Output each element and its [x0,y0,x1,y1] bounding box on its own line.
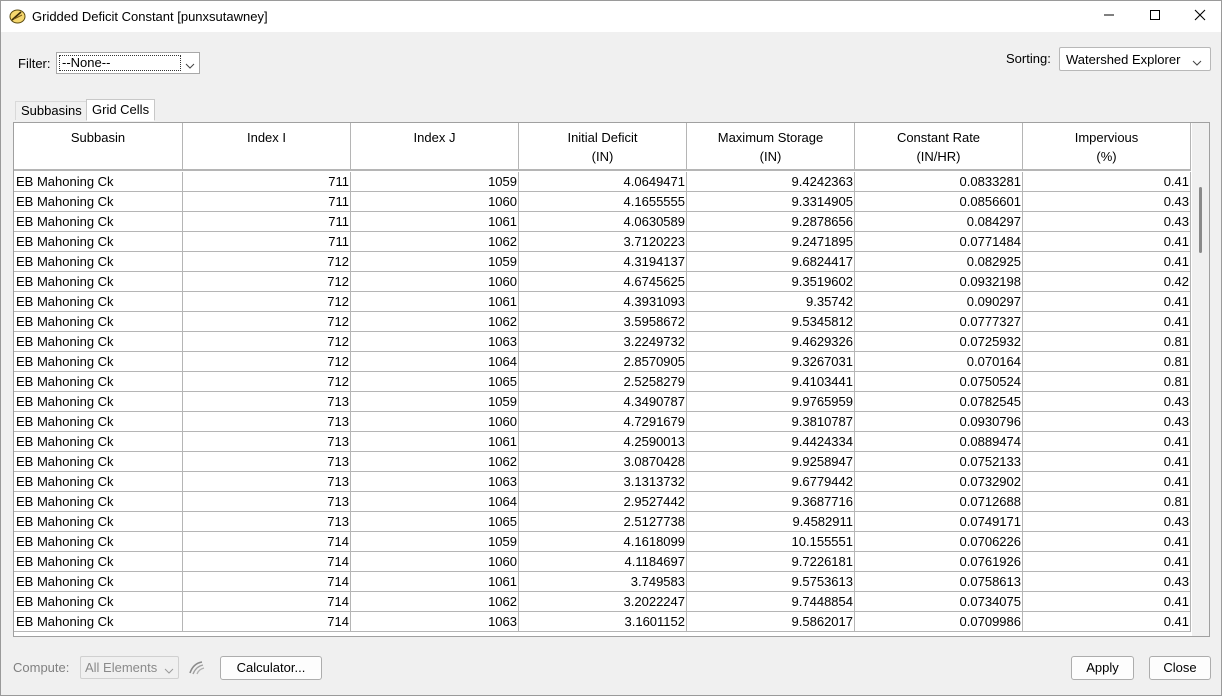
table-row[interactable] [14,612,1191,632]
cell-index-j[interactable]: 1059 [351,172,519,192]
table-row[interactable] [14,252,1191,272]
cell-index-i[interactable]: 714 [183,552,351,572]
cell-constant-rate[interactable]: 0.070164 [855,352,1023,372]
cell-maximum-storage[interactable]: 9.4629326 [687,332,855,352]
cell-index-i[interactable]: 712 [183,252,351,272]
cell-index-i[interactable]: 713 [183,512,351,532]
cell-constant-rate[interactable]: 0.0749171 [855,512,1023,532]
cell-index-j[interactable]: 1060 [351,412,519,432]
cell-initial-deficit[interactable]: 3.1601152 [519,612,687,632]
cell-index-j[interactable]: 1062 [351,592,519,612]
minimize-icon [1103,9,1115,24]
cell-index-j[interactable]: 1059 [351,252,519,272]
cell-impervious[interactable]: 0.41 [1023,472,1191,492]
cell-maximum-storage[interactable]: 9.9258947 [687,452,855,472]
cell-initial-deficit[interactable]: 3.5958672 [519,312,687,332]
cell-index-i[interactable]: 712 [183,372,351,392]
cell-initial-deficit[interactable]: 3.749583 [519,572,687,592]
cell-constant-rate[interactable]: 0.0709986 [855,612,1023,632]
table-row[interactable] [14,312,1191,332]
cell-initial-deficit[interactable]: 3.1313732 [519,472,687,492]
cell-maximum-storage[interactable]: 9.3314905 [687,192,855,212]
cell-constant-rate[interactable]: 0.0758613 [855,572,1023,592]
cell-index-i[interactable]: 713 [183,392,351,412]
cell-impervious[interactable]: 0.41 [1023,232,1191,252]
cell-subbasin[interactable]: EB Mahoning Ck [14,512,183,532]
table-row[interactable] [14,192,1191,212]
cell-constant-rate[interactable]: 0.0782545 [855,392,1023,412]
cell-subbasin[interactable]: EB Mahoning Ck [14,272,183,292]
cell-initial-deficit[interactable]: 2.9527442 [519,492,687,512]
cell-initial-deficit[interactable]: 4.6745625 [519,272,687,292]
cell-maximum-storage[interactable]: 9.4582911 [687,512,855,532]
cell-impervious[interactable]: 0.41 [1023,292,1191,312]
cell-initial-deficit[interactable]: 4.3194137 [519,252,687,272]
cell-constant-rate[interactable]: 0.0750524 [855,372,1023,392]
sorting-label: Sorting: [1006,51,1051,66]
cell-index-i[interactable]: 712 [183,312,351,332]
cell-maximum-storage[interactable]: 9.3519602 [687,272,855,292]
table-row[interactable] [14,532,1191,552]
cell-maximum-storage[interactable]: 9.3810787 [687,412,855,432]
column-header-constant-rate[interactable]: Constant Rate (IN/HR) [855,123,1023,171]
cell-constant-rate[interactable]: 0.0777327 [855,312,1023,332]
cell-subbasin[interactable]: EB Mahoning Ck [14,452,183,472]
cell-maximum-storage[interactable]: 9.3687716 [687,492,855,512]
column-header-subbasin[interactable]: Subbasin [14,123,183,171]
cell-index-j[interactable]: 1061 [351,212,519,232]
cell-index-j[interactable]: 1062 [351,312,519,332]
cell-subbasin[interactable]: EB Mahoning Ck [14,172,183,192]
cell-constant-rate[interactable]: 0.0752133 [855,452,1023,472]
cell-impervious[interactable]: 0.41 [1023,592,1191,612]
cell-maximum-storage[interactable]: 9.7448854 [687,592,855,612]
cell-index-i[interactable]: 711 [183,232,351,252]
sorting-dropdown[interactable] [1059,47,1211,71]
cell-constant-rate[interactable]: 0.0930796 [855,412,1023,432]
cell-initial-deficit[interactable]: 2.5258279 [519,372,687,392]
cell-impervious[interactable]: 0.41 [1023,312,1191,332]
cell-subbasin[interactable]: EB Mahoning Ck [14,292,183,312]
cell-index-i[interactable]: 714 [183,612,351,632]
cell-index-j[interactable]: 1059 [351,532,519,552]
cell-constant-rate[interactable]: 0.0712688 [855,492,1023,512]
cell-subbasin[interactable]: EB Mahoning Ck [14,472,183,492]
cell-maximum-storage[interactable]: 9.5345812 [687,312,855,332]
cell-subbasin[interactable]: EB Mahoning Ck [14,552,183,572]
cell-maximum-storage[interactable]: 9.35742 [687,292,855,312]
cell-constant-rate[interactable]: 0.084297 [855,212,1023,232]
tab-grid-cells[interactable]: Grid Cells [86,99,155,121]
cell-index-j[interactable]: 1061 [351,292,519,312]
table-row[interactable] [14,272,1191,292]
cell-subbasin[interactable]: EB Mahoning Ck [14,392,183,412]
vertical-scrollbar[interactable] [1192,123,1209,636]
maximize-button[interactable] [1132,1,1178,32]
table-row[interactable] [14,452,1191,472]
cell-maximum-storage[interactable]: 9.3267031 [687,352,855,372]
tab-subbasins[interactable]: Subbasins [15,101,88,120]
table-row[interactable] [14,492,1191,512]
compute-label: Compute: [13,660,70,675]
apply-button[interactable]: Apply [1071,656,1134,680]
cell-index-j[interactable]: 1060 [351,552,519,572]
cell-constant-rate[interactable]: 0.0856601 [855,192,1023,212]
cell-initial-deficit[interactable]: 3.2249732 [519,332,687,352]
table-row[interactable] [14,412,1191,432]
cell-maximum-storage[interactable]: 9.9765959 [687,392,855,412]
table-row[interactable] [14,592,1191,612]
cell-index-j[interactable]: 1061 [351,432,519,452]
cell-impervious[interactable]: 0.41 [1023,552,1191,572]
cell-maximum-storage[interactable]: 9.4424334 [687,432,855,452]
compute-icon[interactable] [187,658,207,678]
cell-impervious[interactable]: 0.41 [1023,172,1191,192]
cell-constant-rate[interactable]: 0.0932198 [855,272,1023,292]
column-header-index-j[interactable]: Index J [351,123,519,171]
cell-index-i[interactable]: 713 [183,412,351,432]
cell-subbasin[interactable]: EB Mahoning Ck [14,312,183,332]
cell-initial-deficit[interactable]: 4.3490787 [519,392,687,412]
table-row[interactable] [14,572,1191,592]
calculator-button[interactable]: Calculator... [220,656,322,680]
cell-impervious[interactable]: 0.81 [1023,492,1191,512]
cell-subbasin[interactable]: EB Mahoning Ck [14,352,183,372]
filter-dropdown[interactable] [56,52,200,74]
chevron-down-icon [1192,55,1202,70]
cell-subbasin[interactable]: EB Mahoning Ck [14,212,183,232]
cell-impervious[interactable]: 0.81 [1023,372,1191,392]
cell-index-j[interactable]: 1059 [351,392,519,412]
cell-maximum-storage[interactable]: 9.5862017 [687,612,855,632]
compute-dropdown[interactable] [80,656,179,679]
cell-index-i[interactable]: 713 [183,452,351,472]
cell-index-i[interactable]: 711 [183,172,351,192]
filter-label: Filter: [18,56,51,71]
cell-maximum-storage[interactable]: 9.4242363 [687,172,855,192]
cell-index-j[interactable]: 1065 [351,372,519,392]
cell-initial-deficit[interactable]: 4.2590013 [519,432,687,452]
cell-index-i[interactable]: 714 [183,592,351,612]
cell-index-i[interactable]: 713 [183,492,351,512]
cell-impervious[interactable]: 0.43 [1023,212,1191,232]
close-button[interactable]: Close [1149,656,1211,680]
cell-index-i[interactable]: 714 [183,572,351,592]
cell-initial-deficit[interactable]: 3.2022247 [519,592,687,612]
cell-impervious[interactable]: 0.41 [1023,532,1191,552]
cell-initial-deficit[interactable]: 2.8570905 [519,352,687,372]
cell-subbasin[interactable]: EB Mahoning Ck [14,492,183,512]
cell-index-i[interactable]: 712 [183,292,351,312]
table-row[interactable] [14,432,1191,452]
cell-index-j[interactable]: 1065 [351,512,519,532]
cell-maximum-storage[interactable]: 9.4103441 [687,372,855,392]
cell-impervious[interactable]: 0.41 [1023,452,1191,472]
cell-index-j[interactable]: 1063 [351,332,519,352]
table-row[interactable] [14,332,1191,352]
chevron-down-icon [185,58,195,73]
cell-subbasin[interactable]: EB Mahoning Ck [14,372,183,392]
maximize-icon [1149,9,1161,24]
cell-subbasin[interactable]: EB Mahoning Ck [14,252,183,272]
table-row[interactable] [14,232,1191,252]
cell-impervious[interactable]: 0.81 [1023,352,1191,372]
cell-maximum-storage[interactable]: 9.5753613 [687,572,855,592]
cell-index-i[interactable]: 713 [183,432,351,452]
cell-index-j[interactable]: 1061 [351,572,519,592]
minimize-button[interactable] [1086,1,1132,32]
cell-index-j[interactable]: 1060 [351,192,519,212]
cell-index-i[interactable]: 711 [183,192,351,212]
table-row[interactable] [14,512,1191,532]
table-row[interactable] [14,352,1191,372]
table-row[interactable] [14,392,1191,412]
cell-impervious[interactable]: 0.41 [1023,612,1191,632]
table-row[interactable] [14,552,1191,572]
column-header-initial-deficit[interactable]: Initial Deficit (IN) [519,123,687,171]
cell-subbasin[interactable]: EB Mahoning Ck [14,432,183,452]
cell-index-i[interactable]: 711 [183,212,351,232]
column-header-maximum-storage[interactable]: Maximum Storage (IN) [687,123,855,171]
column-header-impervious[interactable]: Impervious (%) [1023,123,1191,171]
cell-constant-rate[interactable]: 0.0734075 [855,592,1023,612]
cell-index-j[interactable]: 1062 [351,232,519,252]
cell-constant-rate[interactable]: 0.0732902 [855,472,1023,492]
cell-impervious[interactable]: 0.81 [1023,332,1191,352]
filter-value: --None-- [59,55,181,71]
cell-constant-rate[interactable]: 0.0771484 [855,232,1023,252]
cell-subbasin[interactable]: EB Mahoning Ck [14,572,183,592]
chevron-down-icon [164,663,174,678]
cell-subbasin[interactable]: EB Mahoning Ck [14,232,183,252]
table-row[interactable] [14,212,1191,232]
cell-impervious[interactable]: 0.43 [1023,412,1191,432]
cell-constant-rate[interactable]: 0.082925 [855,252,1023,272]
grid-cells-table [13,122,1210,637]
column-header-index-i[interactable]: Index I [183,123,351,171]
cell-constant-rate[interactable]: 0.0706226 [855,532,1023,552]
cell-subbasin[interactable]: EB Mahoning Ck [14,532,183,552]
cell-maximum-storage[interactable]: 9.7226181 [687,552,855,572]
cell-index-j[interactable]: 1063 [351,612,519,632]
table-row[interactable] [14,292,1191,312]
cell-index-i[interactable]: 714 [183,532,351,552]
cell-index-i[interactable]: 712 [183,352,351,372]
cell-initial-deficit[interactable]: 4.0630589 [519,212,687,232]
cell-initial-deficit[interactable]: 4.0649471 [519,172,687,192]
cell-initial-deficit[interactable]: 2.5127738 [519,512,687,532]
close-icon [1194,9,1206,24]
sorting-value: Watershed Explorer [1066,52,1181,67]
cell-initial-deficit[interactable]: 4.1618099 [519,532,687,552]
cell-subbasin[interactable]: EB Mahoning Ck [14,412,183,432]
cell-impervious[interactable]: 0.41 [1023,252,1191,272]
cell-subbasin[interactable]: EB Mahoning Ck [14,592,183,612]
table-row[interactable] [14,172,1191,192]
cell-constant-rate[interactable]: 0.0725932 [855,332,1023,352]
cell-impervious[interactable]: 0.43 [1023,392,1191,412]
cell-maximum-storage[interactable]: 9.6824417 [687,252,855,272]
cell-impervious[interactable]: 0.43 [1023,572,1191,592]
cell-subbasin[interactable]: EB Mahoning Ck [14,612,183,632]
cell-maximum-storage[interactable]: 9.2878656 [687,212,855,232]
cell-initial-deficit[interactable]: 3.7120223 [519,232,687,252]
cell-maximum-storage[interactable]: 9.6779442 [687,472,855,492]
table-header [14,123,1191,171]
cell-constant-rate[interactable]: 0.0833281 [855,172,1023,192]
cell-index-i[interactable]: 712 [183,332,351,352]
compute-value: All Elements [85,660,158,675]
cell-constant-rate[interactable]: 0.0761926 [855,552,1023,572]
cell-initial-deficit[interactable]: 4.1655555 [519,192,687,212]
cell-index-i[interactable]: 713 [183,472,351,492]
cell-index-j[interactable]: 1062 [351,452,519,472]
cell-index-j[interactable]: 1063 [351,472,519,492]
cell-constant-rate[interactable]: 0.090297 [855,292,1023,312]
cell-constant-rate[interactable]: 0.0889474 [855,432,1023,452]
cell-index-j[interactable]: 1060 [351,272,519,292]
table-row[interactable] [14,472,1191,492]
cell-subbasin[interactable]: EB Mahoning Ck [14,332,183,352]
cell-impervious[interactable]: 0.43 [1023,512,1191,532]
cell-maximum-storage[interactable]: 10.155551 [687,532,855,552]
cell-initial-deficit[interactable]: 4.1184697 [519,552,687,572]
close-window-button[interactable] [1177,1,1222,32]
title-bar [1,1,1221,32]
cell-subbasin[interactable]: EB Mahoning Ck [14,192,183,212]
cell-initial-deficit[interactable]: 4.7291679 [519,412,687,432]
window-title: Gridded Deficit Constant [punxsutawney] [32,9,268,24]
table-row[interactable] [14,372,1191,392]
cell-maximum-storage[interactable]: 9.2471895 [687,232,855,252]
cell-initial-deficit[interactable]: 4.3931093 [519,292,687,312]
cell-index-j[interactable]: 1064 [351,492,519,512]
cell-impervious[interactable]: 0.43 [1023,192,1191,212]
cell-impervious[interactable]: 0.42 [1023,272,1191,292]
cell-initial-deficit[interactable]: 3.0870428 [519,452,687,472]
app-icon [9,8,26,25]
cell-impervious[interactable]: 0.41 [1023,432,1191,452]
cell-index-i[interactable]: 712 [183,272,351,292]
cell-index-j[interactable]: 1064 [351,352,519,372]
scrollbar-thumb[interactable] [1199,187,1202,253]
